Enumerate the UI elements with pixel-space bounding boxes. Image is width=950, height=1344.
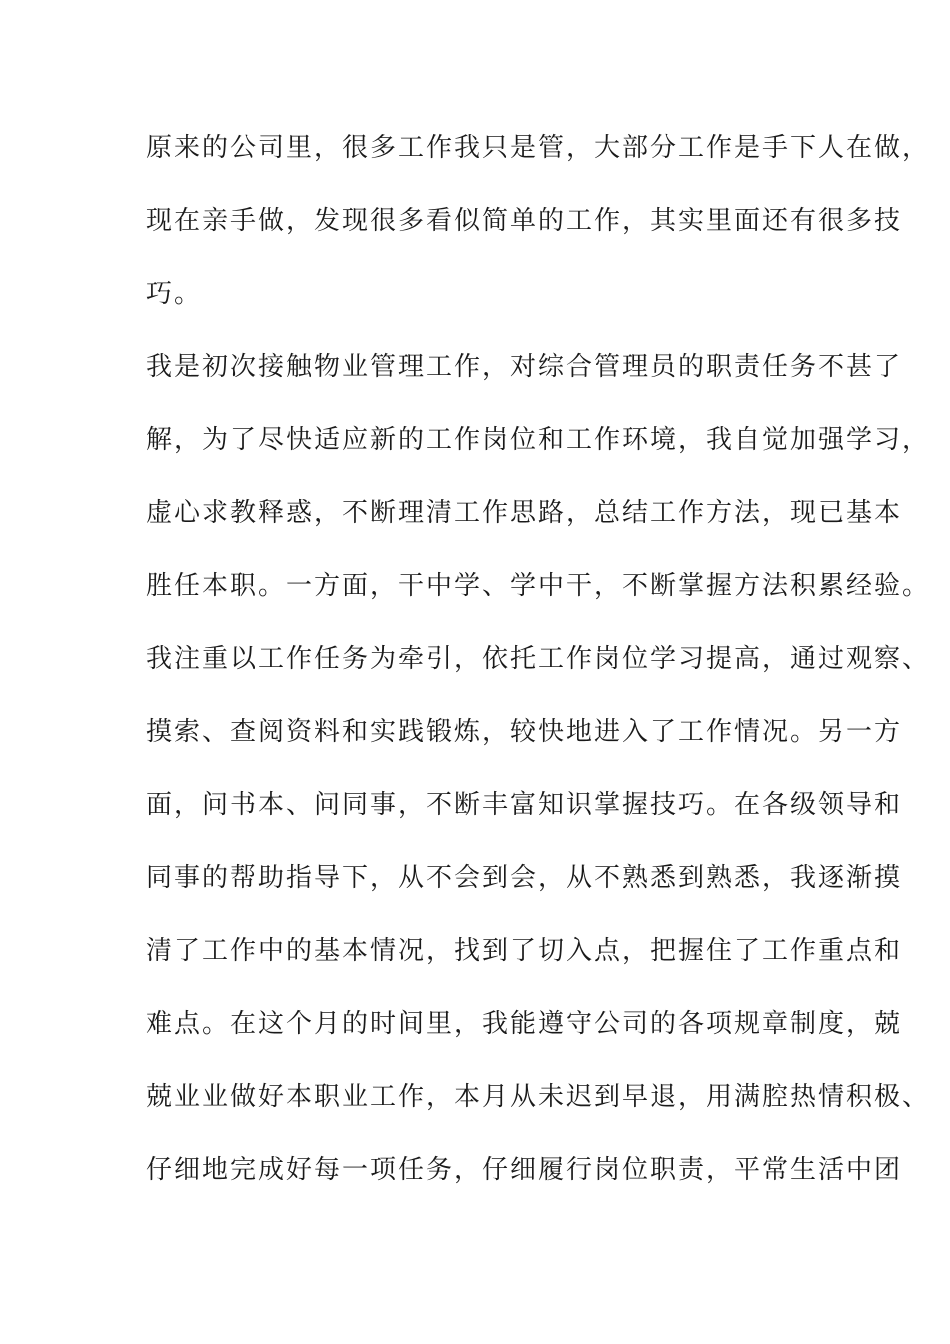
text-line-14: 兢业业做好本职业工作，本月从未迟到早退，用满腔热情积极、 — [146, 1082, 931, 1112]
text-line-13: 难点。在这个月的时间里，我能遵守公司的各项规章制度，兢 — [146, 1009, 903, 1039]
text-line-9: 摸索、查阅资料和实践锻炼，较快地进入了工作情况。另一方 — [146, 717, 903, 747]
text-line-5: 解，为了尽快适应新的工作岗位和工作环境，我自觉加强学习， — [146, 425, 931, 455]
text-line-1: 原来的公司里，很多工作我只是管，大部分工作是手下人在做， — [146, 133, 931, 163]
text-line-3: 巧。 — [146, 279, 203, 309]
text-line-2: 现在亲手做，发现很多看似简单的工作，其实里面还有很多技 — [146, 206, 903, 236]
text-line-8: 我注重以工作任务为牵引，依托工作岗位学习提高，通过观察、 — [146, 644, 931, 674]
text-line-11: 同事的帮助指导下，从不会到会，从不熟悉到熟悉，我逐渐摸 — [146, 863, 903, 893]
text-line-4: 我是初次接触物业管理工作，对综合管理员的职责任务不甚了 — [146, 352, 903, 382]
text-line-10: 面，问书本、问同事，不断丰富知识掌握技巧。在各级领导和 — [146, 790, 903, 820]
text-line-12: 清了工作中的基本情况，找到了切入点，把握住了工作重点和 — [146, 936, 903, 966]
text-line-6: 虚心求教释惑，不断理清工作思路，总结工作方法，现已基本 — [146, 498, 903, 528]
text-line-15: 仔细地完成好每一项任务，仔细履行岗位职责，平常生活中团 — [146, 1155, 903, 1185]
text-line-7: 胜任本职。一方面，干中学、学中干，不断掌握方法积累经验。 — [146, 571, 931, 601]
